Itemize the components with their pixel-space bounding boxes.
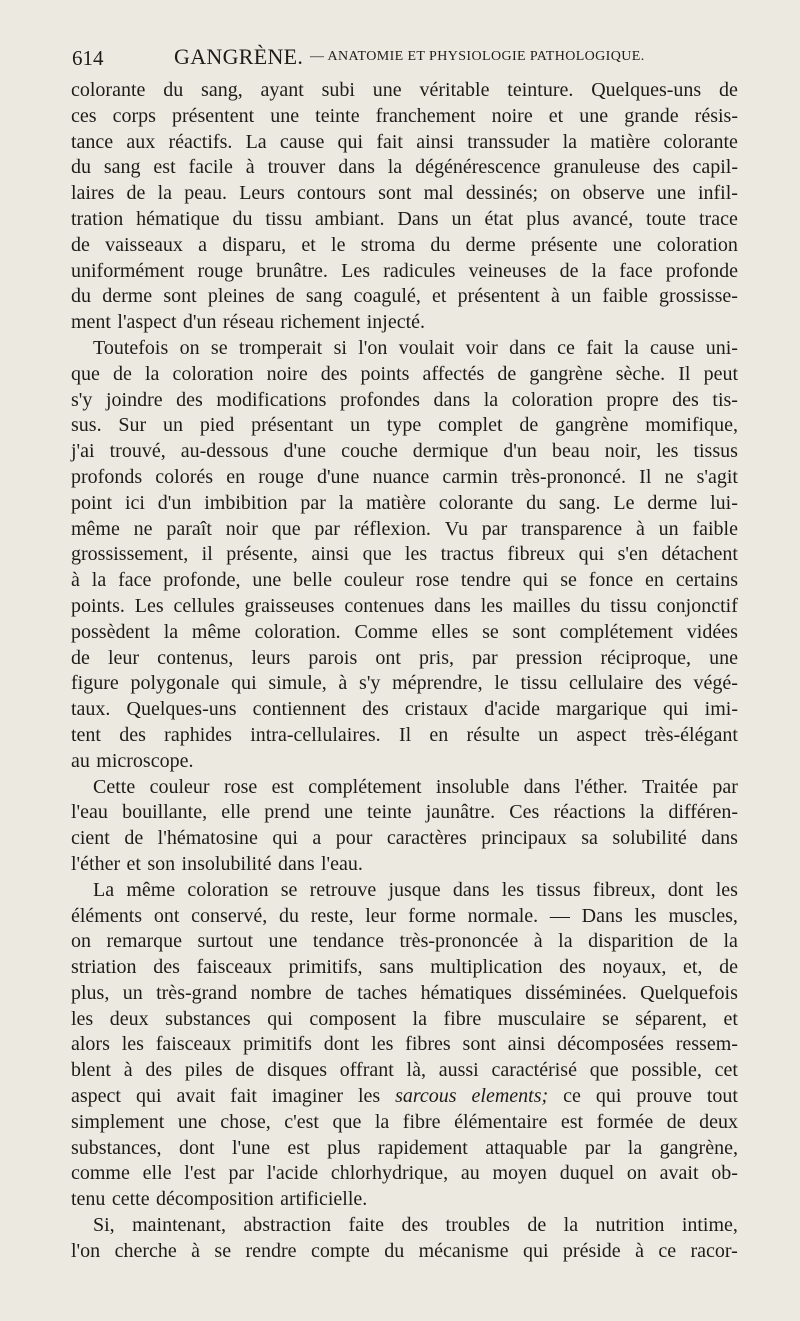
text-line: blent à des piles de disques offrant là, aussi caractérisé que possible, cet	[71, 1059, 738, 1082]
text-line: tent des raphides intra-cellulaires. Il en résulte un aspect très-élégant	[71, 723, 738, 746]
text-line: substances, dont l'une est plus rapidement attaquable par la gangrène,	[71, 1136, 738, 1159]
text-line: que de la coloration noire des points affectés de gangrène sèche. Il peut	[71, 362, 738, 385]
text-line: Toutefois on se tromperait si l'on voulait voir dans ce fait la cause uni-	[93, 336, 738, 359]
text-line: tration hématique du tissu ambiant. Dans un état plus avancé, toute trace	[71, 207, 738, 230]
running-title: GANGRÈNE.	[174, 44, 304, 69]
text-line: Cette couleur rose est complétement insoluble dans l'éther. Traitée par	[93, 775, 738, 798]
text-line: point ici d'un imbibition par la matière colorante du sang. Le derme lui-	[71, 491, 738, 514]
text-line: Si, maintenant, abstraction faite des troubles de la nutrition intime,	[93, 1214, 738, 1237]
text-line: simplement une chose, c'est que la fibre élémentaire est formée de deux	[71, 1110, 738, 1133]
text-line: colorante du sang, ayant subi une véritable teinture. Quelques-uns de	[71, 79, 738, 101]
text-line: grossissement, il présente, ainsi que les tractus fibreux qui s'en détachent	[71, 543, 738, 566]
running-subtitle: — ANATOMIE ET PHYSIOLOGIE PATHOLOGIQUE.	[310, 49, 645, 64]
text-line: comme elle l'est par l'acide chlorhydrique, au moyen duquel on avait ob-	[71, 1162, 738, 1185]
text-line: s'y joindre des modifications profondes dans la coloration propre des tis-	[71, 388, 738, 411]
text-line: La même coloration se retrouve jusque dans les tissus fibreux, dont les	[93, 878, 738, 901]
text-line: sus. Sur un pied présentant un type complet de gangrène momifique,	[71, 414, 738, 437]
text-line: tenu cette décomposition artificielle.	[71, 1188, 368, 1211]
text-line: l'on cherche à se rendre compte du mécanisme qui préside à ce racor-	[71, 1239, 738, 1262]
text-line: figure polygonale qui simule, à s'y méprendre, le tissu cellulaire des végé-	[71, 672, 738, 695]
text-line: de leur contenus, leurs parois ont pris, par pression réciproque, une	[71, 646, 738, 669]
text-line: de vaisseaux a disparu, et le stroma du derme présente une coloration	[71, 233, 738, 256]
text-line: j'ai trouvé, au-dessous d'une couche dermique d'un beau noir, les tissus	[71, 440, 738, 463]
text-line: les deux substances qui composent la fibre musculaire se séparent, et	[71, 1007, 738, 1030]
text-line: uniformément rouge brunâtre. Les radicules veineuses de la face profonde	[71, 259, 738, 282]
running-header	[72, 38, 737, 74]
text-line: taux. Quelques-uns contiennent des cristaux d'acide margarique qui imi-	[71, 698, 738, 721]
text-line: cient de l'hématosine qui a pour caractères principaux sa solubilité dans	[71, 827, 738, 850]
text-line: à la face profonde, une belle couleur rose tendre qui se fonce en certains	[71, 569, 738, 592]
text-line: l'éther et son insolubilité dans l'eau.	[71, 852, 363, 875]
text-line: ces corps présentent une teinte franchement noire et une grande résis-	[71, 104, 738, 127]
text-line: on remarque surtout une tendance très-prononcée à la disparition de la	[71, 930, 738, 953]
text-line: points. Les cellules graisseuses contenues dans les mailles du tissu conjonctif	[71, 594, 738, 617]
page-number: 614	[72, 46, 104, 70]
text-line: du derme sont pleines de sang coagulé, et présentent à un faible grossisse-	[71, 285, 738, 308]
text-line: striation des faisceaux primitifs, sans multiplication des noyaux, et, de	[71, 956, 738, 979]
text-line: ment l'aspect d'un réseau richement injecté.	[71, 311, 426, 334]
text-line: aspect qui avait fait imaginer les sarcous elements; ce qui prouve tout	[71, 1085, 738, 1108]
body-text	[71, 78, 738, 1265]
text-line: laires de la peau. Leurs contours sont mal dessinés; on observe une infil-	[71, 182, 738, 205]
text-line: alors les faisceaux primitifs dont les fibres sont ainsi décomposées ressem-	[71, 1033, 738, 1056]
text-line: du sang est facile à trouver dans la dégénérescence granuleuse des capil-	[71, 156, 738, 179]
text-line: éléments ont conservé, du reste, leur forme normale. — Dans les muscles,	[71, 904, 738, 927]
text-line: l'eau bouillante, elle prend une teinte jaunâtre. Ces réactions la différen-	[71, 801, 738, 824]
text-line: au microscope.	[71, 749, 194, 772]
text-line: plus, un très-grand nombre de taches hématiques disséminées. Quelquefois	[71, 981, 738, 1004]
text-line: même ne paraît noir que par réflexion. Vu par transparence à un faible	[71, 517, 738, 540]
text-line: tance aux réactifs. La cause qui fait ainsi transsuder la matière colorante	[71, 130, 738, 153]
text-line: possèdent la même coloration. Comme elles se sont complétement vidées	[71, 620, 738, 643]
text-line: profonds colorés en rouge d'une nuance carmin très-prononcé. Il ne s'agit	[71, 465, 738, 488]
